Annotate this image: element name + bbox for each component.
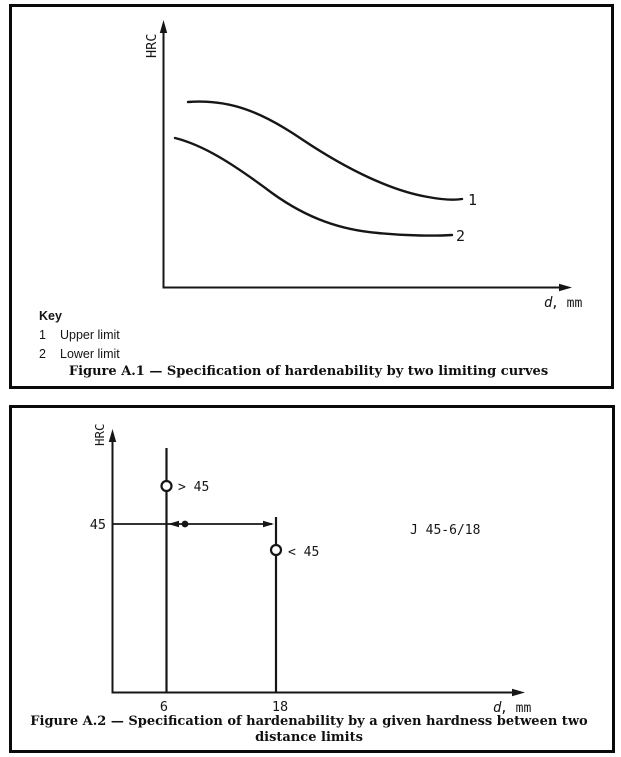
a2-point-above-45 [162,481,172,491]
a1-key-title: Key [39,309,62,323]
a1-key-item-1-num: 1 [39,328,46,342]
figure-a1-caption: Figure A.1 — Specification of hardenability by two limiting curves [68,364,549,379]
figure-a2-caption [9,714,609,746]
figure-a2-labels [90,423,532,716]
a2-designation-label: J 45-6/18 [410,523,481,538]
a2-arrow-left-icon [168,521,179,527]
a1-key-item-upper-limit [39,328,120,342]
figure-a2-plot [109,429,525,696]
a2-point-below-45 [271,545,281,555]
a1-key-item-1-label: Upper limit [60,328,120,342]
a1-upper-limit-curve [188,102,462,200]
a1-y-axis-arrowhead-icon [160,20,167,33]
figure-a2-caption-line2: distance limits [255,730,363,745]
a2-point-below-label: < 45 [288,545,320,560]
a1-x-axis-unit: , mm [551,296,583,311]
figure-a2-caption-line1: Figure A.2 — Specification of hardenability by a given hardness between two [30,714,588,729]
a2-y-axis-arrowhead-icon [109,429,116,442]
a1-x-axis-arrowhead-icon [559,284,572,291]
a1-key [39,309,120,366]
a1-curve1-label: 1 [468,191,478,209]
a2-x-axis-symbol: d [493,700,502,716]
figure-a1-plot [160,20,572,291]
a2-dot-marker [182,521,189,528]
a1-key-item-2-num: 2 [39,347,46,361]
a1-y-axis-label: HRC [144,33,160,58]
a2-point-above-label: > 45 [178,480,210,495]
a2-arrow-right-icon [263,521,274,527]
a2-y-axis-label: HRC [92,423,107,446]
a2-x-axis-unit: , mm [500,701,532,716]
a2-x-tick-18: 18 [271,699,289,715]
a1-key-item-lower-limit [39,347,120,361]
a1-key-item-2-label: Lower limit [60,347,120,361]
figure-a1-labels [144,34,582,311]
a2-x-tick-6: 6 [159,699,169,715]
a2-x-axis-arrowhead-icon [512,689,525,696]
a1-x-axis-symbol: d [544,295,553,311]
a1-curve2-label: 2 [456,227,466,245]
a2-hrc45-value: 45 [89,517,106,533]
a1-lower-limit-curve [175,138,452,236]
